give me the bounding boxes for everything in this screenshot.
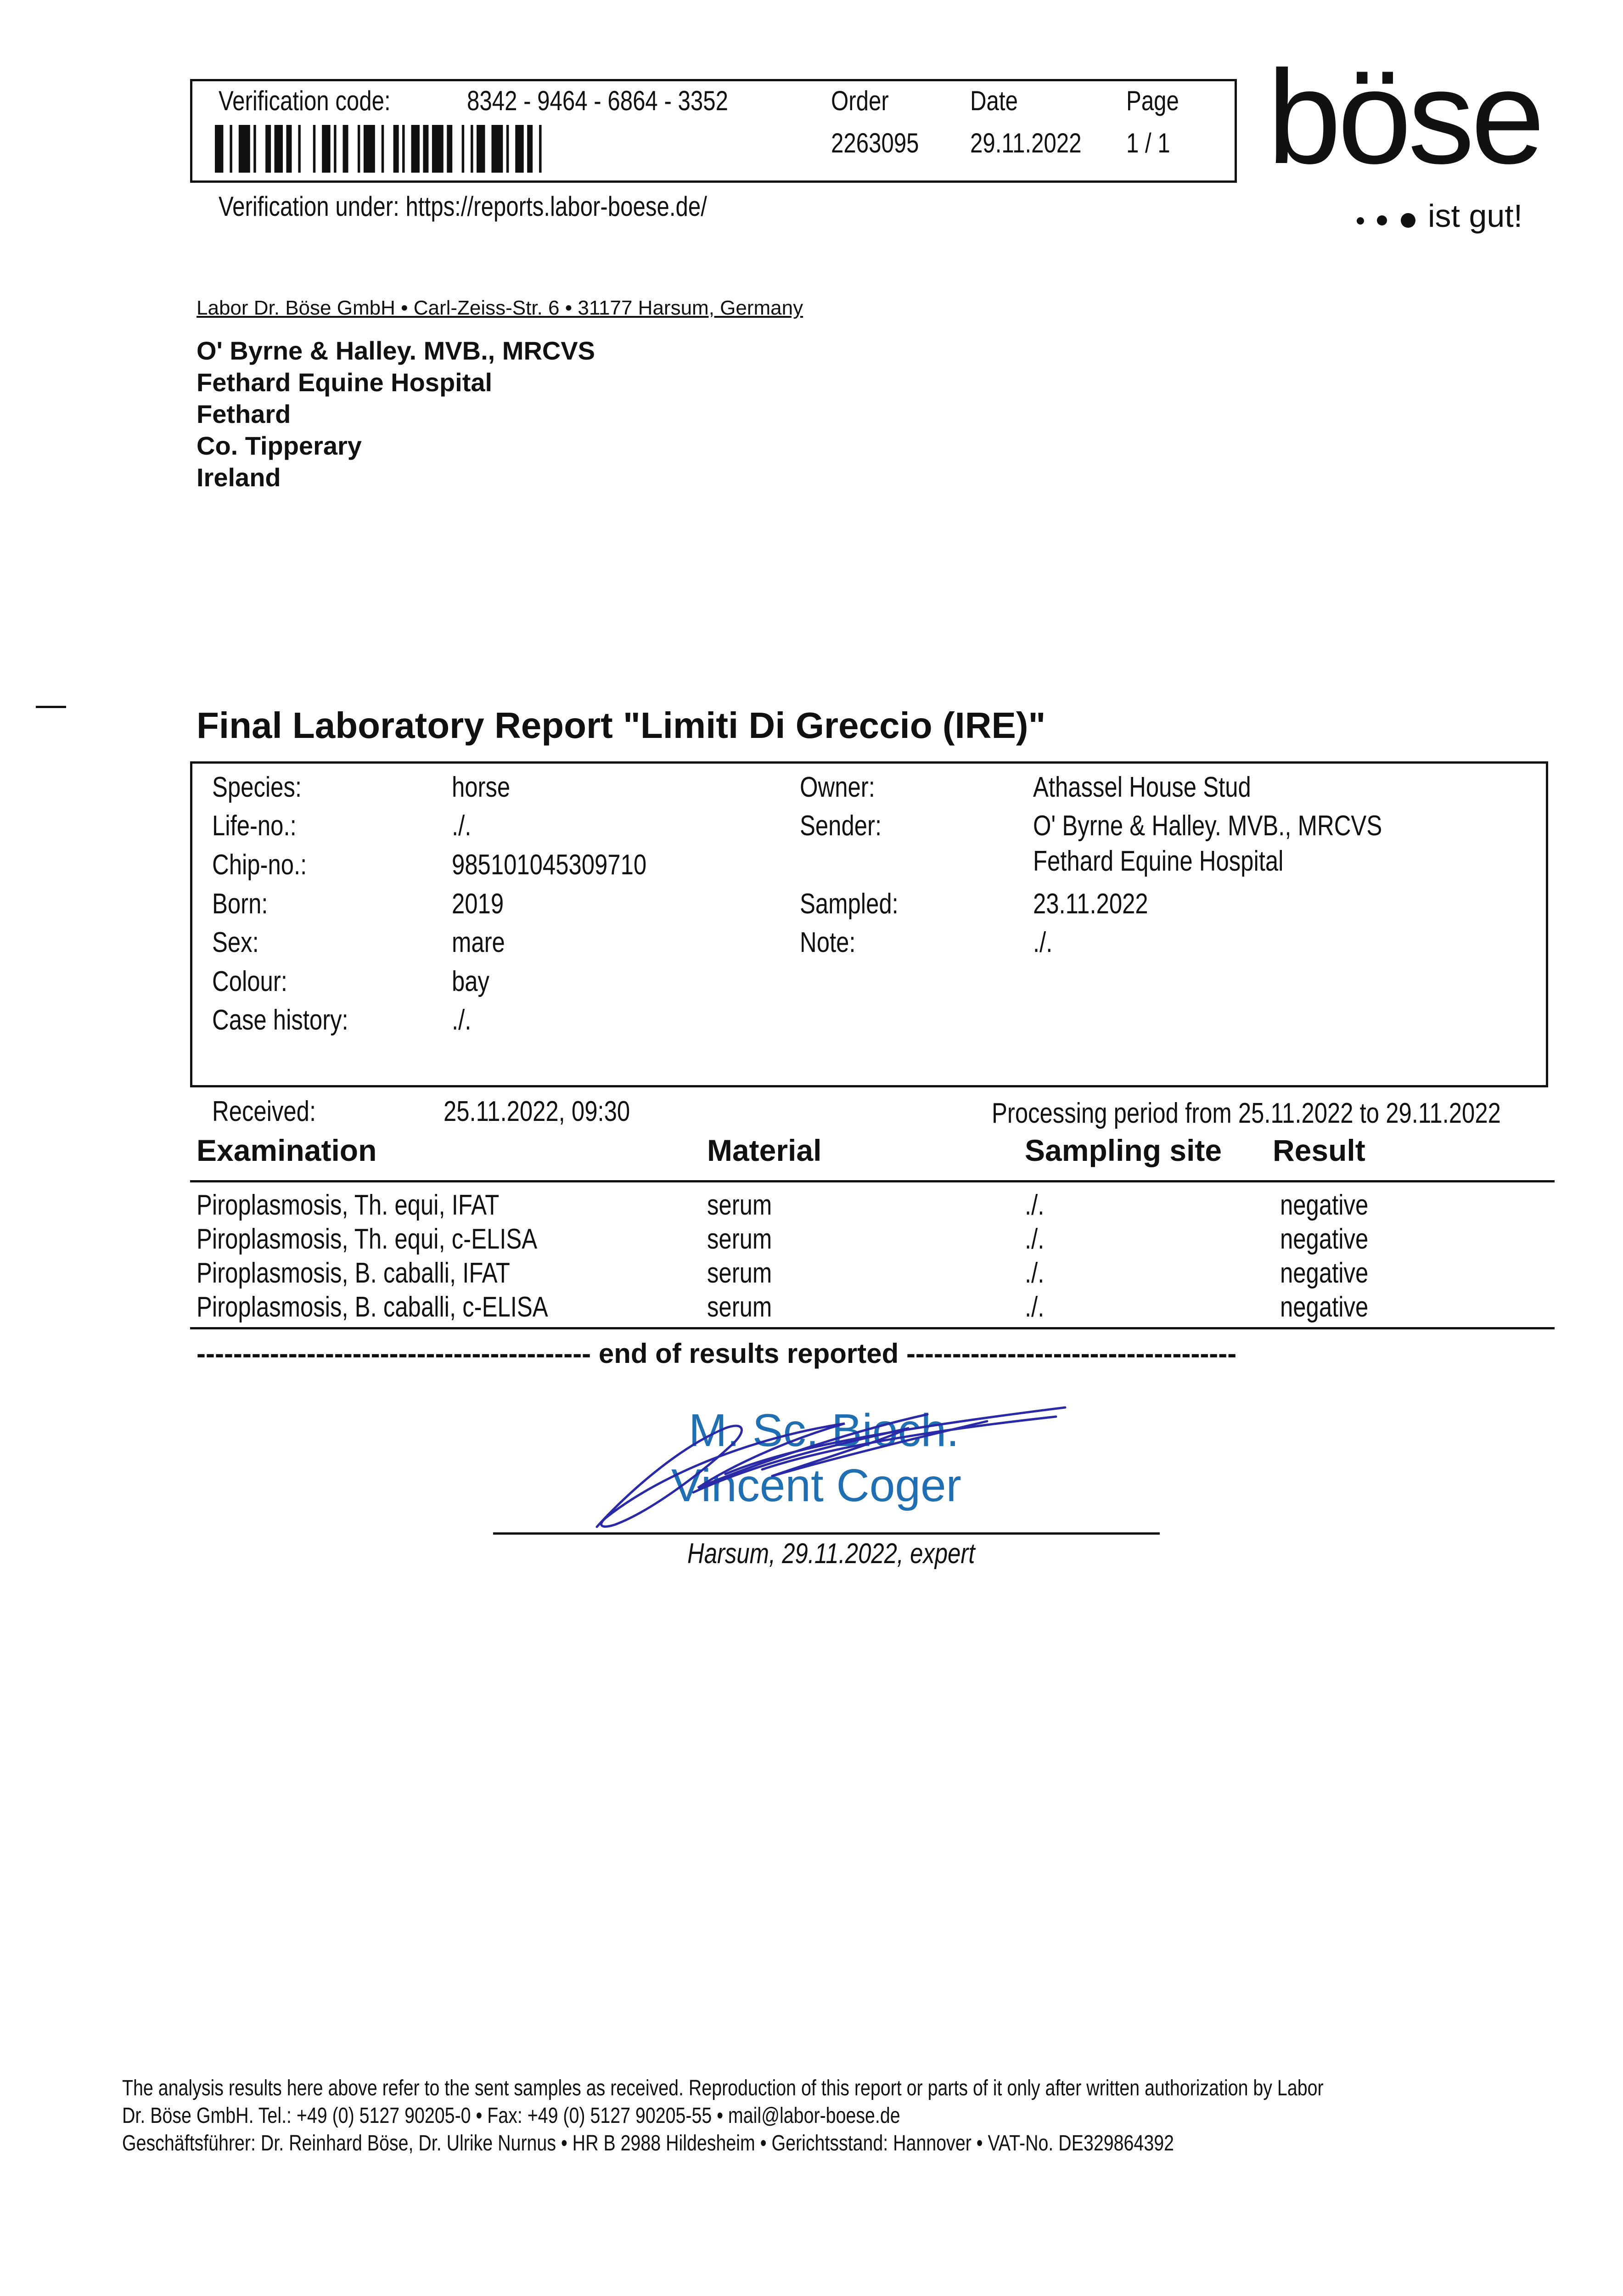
column-header-result: Result [1273,1133,1365,1167]
sender-label: Sender: [800,810,882,842]
received-label: Received: [212,1096,316,1127]
date-label: Date [970,85,1018,116]
logo-tagline: ist gut! [1428,198,1523,234]
verification-code: 8342 - 9464 - 6864 - 3352 [467,85,728,116]
signature-stamp-title: M. Sc. Bioch. [689,1405,960,1456]
end-of-results-line: ------------------------------------------- end of results reported ------------------------------------ [197,1338,1237,1369]
recipient-line: Fethard Equine Hospital [197,368,493,397]
born-value: 2019 [452,888,504,920]
cell-result: negative [1280,1189,1369,1221]
table-bottom-rule [190,1327,1555,1329]
cell-sampling-site: ./. [1025,1189,1045,1221]
cell-examination: Piroplasmosis, B. caballi, c-ELISA [197,1291,548,1323]
cell-sampling-site: ./. [1025,1291,1045,1323]
recipient-line: O' Byrne & Halley. MVB., MRCVS [197,336,595,365]
footer-line: The analysis results here above refer to the sent samples as received. Reproduction of this report or parts of it only after written authorization by Labor [122,2076,1324,2100]
note-value: ./. [1033,927,1053,958]
handwritten-signature [588,1396,1070,1534]
owner-label: Owner: [800,771,875,803]
sampled-label: Sampled: [800,888,899,920]
colour-label: Colour: [212,966,287,997]
sender-value: Fethard Equine Hospital [1033,845,1284,877]
footer-line: Geschäftsführer: Dr. Reinhard Böse, Dr. Ulrike Nurnus • HR B 2988 Hildesheim • Gerichtsstand: Hannover • VAT-No. DE329864392 [122,2131,1174,2155]
verification-url: Verification under: https://reports.labor-boese.de/ [219,191,707,222]
cell-examination: Piroplasmosis, B. caballi, IFAT [197,1257,510,1289]
cell-material: serum [707,1257,772,1289]
chip-no-label: Chip-no.: [212,849,307,881]
cell-material: serum [707,1291,772,1323]
barcode-image [215,125,551,173]
cell-material: serum [707,1223,772,1255]
recipient-line: Ireland [197,463,281,492]
case-history-value: ./. [452,1004,472,1036]
column-header-material: Material [707,1133,822,1167]
column-header-sampling-site: Sampling site [1025,1133,1222,1167]
sex-label: Sex: [212,927,259,958]
processing-period: Processing period from 25.11.2022 to 29.11.2022 [992,1097,1501,1129]
cell-result: negative [1280,1257,1369,1289]
species-label: Species: [212,771,302,803]
table-header-rule [190,1180,1555,1182]
lab-sender-line: Labor Dr. Böse GmbH • Carl-Zeiss-Str. 6 • 31177 Harsum, Germany [197,297,803,319]
life-no-value: ./. [452,810,472,842]
chip-no-value: 985101045309710 [452,849,647,881]
received-value: 25.11.2022, 09:30 [444,1096,630,1127]
cell-result: negative [1280,1223,1369,1255]
order-label: Order [831,85,889,116]
recipient-line: Fethard [197,400,291,428]
signature-stamp-name: Vincent Coger [671,1460,961,1511]
life-no-label: Life-no.: [212,810,297,842]
note-label: Note: [800,927,856,958]
cell-sampling-site: ./. [1025,1223,1045,1255]
cell-sampling-site: ./. [1025,1257,1045,1289]
cell-examination: Piroplasmosis, Th. equi, IFAT [197,1189,500,1221]
cell-result: negative [1280,1291,1369,1323]
owner-value: Athassel House Stud [1033,771,1251,803]
colour-value: bay [452,966,489,997]
sex-value: mare [452,927,505,958]
report-title: Final Laboratory Report "Limiti Di Greccio (IRE)" [197,705,1046,746]
date-value: 29.11.2022 [970,128,1082,158]
page-label: Page [1126,85,1179,116]
signature-caption: Harsum, 29.11.2022, expert [687,1538,975,1570]
footer-line: Dr. Böse GmbH. Tel.: +49 (0) 5127 90205-0 • Fax: +49 (0) 5127 90205-55 • mail@labor-boese.de [122,2104,900,2128]
cell-examination: Piroplasmosis, Th. equi, c-ELISA [197,1223,538,1255]
case-history-label: Case history: [212,1004,348,1036]
verification-label: Verification code: [219,85,391,116]
sender-value: O' Byrne & Halley. MVB., MRCVS [1033,810,1382,842]
born-label: Born: [212,888,268,920]
fold-mark [36,706,66,708]
recipient-line: Co. Tipperary [197,431,362,460]
signature-rule [493,1532,1160,1535]
cell-material: serum [707,1189,772,1221]
order-value: 2263095 [831,128,919,158]
species-value: horse [452,771,511,803]
sampled-value: 23.11.2022 [1033,888,1148,920]
page-value: 1 / 1 [1126,128,1170,158]
column-header-examination: Examination [197,1133,377,1167]
boese-logo: böse [1267,43,1541,191]
